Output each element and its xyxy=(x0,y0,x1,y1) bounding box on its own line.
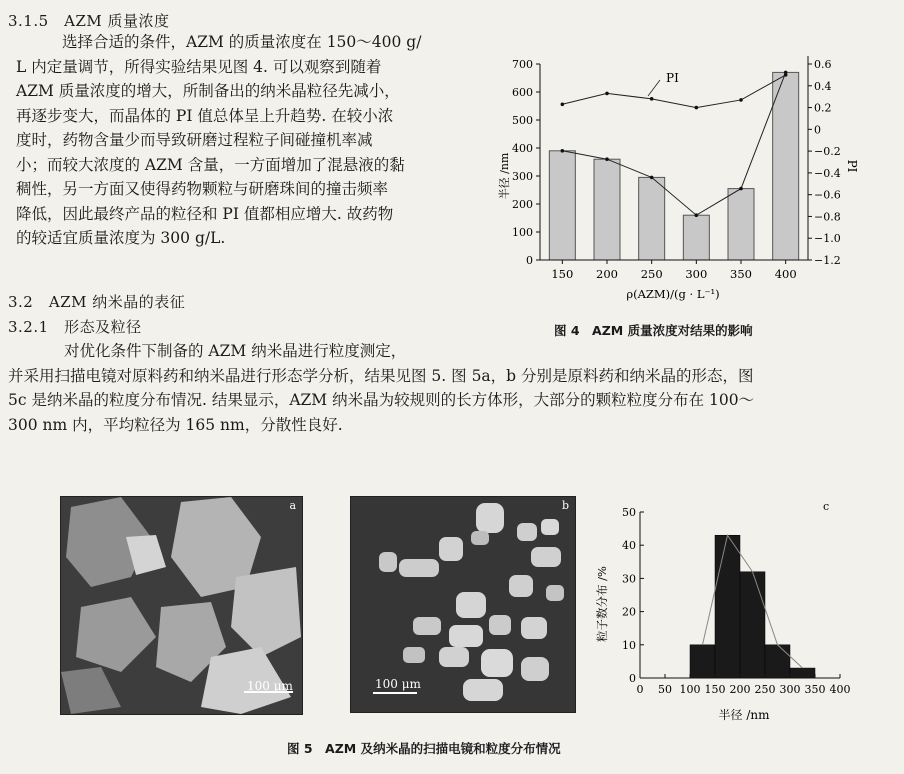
histogram-bar xyxy=(715,535,740,678)
x-axis-label: ρ(AZM)/(g · L⁻¹) xyxy=(626,287,720,301)
paragraph-morphology-line: 5c 是纳米晶的粒度分布情况. 结果显示，AZM 纳米晶为较规则的长方体形，大部分的颗粒粒度分布在 100～ xyxy=(8,391,755,409)
paragraph-morphology xyxy=(8,339,898,449)
paragraph-azm-concentration-line: AZM 质量浓度的增大，所制备出的纳米晶粒径先减小， xyxy=(16,82,400,100)
panel-letter-a: a xyxy=(289,499,296,512)
y-tick-label: 200 xyxy=(512,198,533,211)
section-heading-3-2: 3.2 AZM 纳米晶的表征 xyxy=(8,293,186,311)
histogram-bar xyxy=(790,668,815,678)
paragraph-azm-concentration-line: 再逐步变大，而晶体的 PI 值总体呈上升趋势. 在较小浓 xyxy=(16,106,394,125)
y-right-tick-label: −0.6 xyxy=(814,188,841,202)
histogram-x-tick-label: 200 xyxy=(729,683,751,696)
histogram-y-tick-label: 20 xyxy=(622,605,636,619)
paragraph-azm-concentration-line: 降低，因此最终产品的粒径和 PI 值都相应增大. 故药物 xyxy=(16,204,394,223)
scale-bar-label-a: 100 μm xyxy=(247,679,293,693)
histogram-x-tick-label: 150 xyxy=(704,683,726,696)
x-tick-label: 350 xyxy=(730,267,752,281)
radius-point xyxy=(650,176,654,180)
section-heading-3-2-1: 3.2.1 形态及粒径 xyxy=(8,318,142,336)
histogram-y-tick-label: 30 xyxy=(622,572,636,586)
pi-point xyxy=(605,92,609,96)
histogram-x-label: 半径 /nm xyxy=(718,708,770,722)
histogram-x-tick-label: 350 xyxy=(804,683,826,696)
y-axis-label-left: 半径 /nm xyxy=(498,152,511,200)
paragraph-morphology-line: 对优化条件下制备的 AZM 纳米晶进行粒度测定， xyxy=(64,342,407,360)
histogram-y-tick-label: 40 xyxy=(622,539,636,553)
y-tick-label: 300 xyxy=(512,170,533,183)
y-right-tick-label: −0.8 xyxy=(814,210,841,224)
y-tick-label: 600 xyxy=(512,86,533,99)
histogram-y-tick-label: 50 xyxy=(622,506,636,519)
radius-point xyxy=(695,213,699,217)
paragraph-morphology-line: 并采用扫描电镜对原料药和纳米晶进行形态学分析，结果见图 5. 图 5a，b 分别是原料药和纳米晶的形态，图 xyxy=(8,366,754,385)
y-tick-label: 700 xyxy=(512,58,533,71)
histogram-bar xyxy=(690,645,715,678)
section-heading-3-1-5: 3.1.5 AZM 质量浓度 xyxy=(8,12,170,30)
y-right-tick-label: −0.4 xyxy=(814,166,841,180)
pi-point xyxy=(650,97,654,101)
pi-point xyxy=(695,106,699,110)
histogram-x-tick-label: 250 xyxy=(754,683,776,696)
x-tick-label: 300 xyxy=(685,267,708,281)
histogram-x-tick-label: 0 xyxy=(636,683,644,696)
pi-point xyxy=(784,73,788,77)
panel-letter-c: c xyxy=(823,500,830,513)
histogram-y-tick-label: 0 xyxy=(629,672,636,685)
histogram-x-tick-label: 50 xyxy=(658,683,672,696)
radius-point xyxy=(605,157,609,161)
panel-letter-b: b xyxy=(561,499,569,512)
bar xyxy=(639,177,665,260)
y-tick-label: 400 xyxy=(512,142,533,155)
histogram-x-tick-label: 300 xyxy=(779,683,801,696)
y-right-tick-label: −1.0 xyxy=(814,232,841,246)
y-axis-label-right: PI xyxy=(845,159,859,173)
paragraph-azm-concentration-line: 稠性，另一方面又使得药物颗粒与研磨珠间的撞击频率 xyxy=(16,180,389,198)
bar xyxy=(549,151,575,260)
paragraph-azm-concentration-line: 度时，药物含量少而导致研磨过程粒子间碰撞机率减 xyxy=(16,131,373,149)
histogram-y-tick-label: 10 xyxy=(622,638,636,652)
histogram-x-tick-label: 400 xyxy=(829,683,851,696)
figure-4-chart xyxy=(488,36,868,306)
histogram-bar xyxy=(740,572,765,678)
pi-series-label: PI xyxy=(666,71,679,85)
y-tick-label: 100 xyxy=(512,226,533,239)
paragraph-azm-concentration-line: 的较适宜质量浓度为 300 g/L. xyxy=(16,229,226,247)
y-tick-label: 500 xyxy=(512,114,533,127)
sem-image-raw-drug xyxy=(60,496,303,715)
figure-5-caption: 图 5 AZM 及纳米晶的扫描电镜和粒度分布情况 xyxy=(287,741,561,756)
y-right-tick-label: 0 xyxy=(814,123,821,137)
y-right-tick-label: −0.2 xyxy=(814,145,841,159)
sem-image-nanocrystals xyxy=(350,496,576,713)
y-tick-label: 0 xyxy=(526,254,533,267)
y-right-tick-label: −1.2 xyxy=(814,254,841,267)
paragraph-azm-concentration-line: L 内定量调节，所得实验结果见图 4. 可以观察到随着 xyxy=(16,57,382,76)
y-right-tick-label: 0.2 xyxy=(814,101,832,115)
paragraph-azm-concentration-line: 小；而较大浓度的 AZM 含量，一方面增加了混悬液的黏 xyxy=(16,155,405,174)
paragraph-azm-concentration-line: 选择合适的条件，AZM 的质量浓度在 150～400 g/ xyxy=(62,33,422,51)
x-tick-label: 150 xyxy=(551,267,574,281)
x-tick-label: 200 xyxy=(596,267,618,281)
figure-5c-histogram xyxy=(592,498,854,724)
bar xyxy=(594,159,620,260)
histogram-y-label: 粒子数分布 /% xyxy=(595,566,609,642)
pi-point xyxy=(561,102,565,106)
paragraph-morphology-line: 300 nm 内，平均粒径为 165 nm，分散性良好. xyxy=(8,415,343,434)
radius-point xyxy=(561,149,565,153)
y-right-tick-label: 0.6 xyxy=(814,58,832,71)
x-tick-label: 400 xyxy=(774,267,797,281)
figure-4-caption: 图 4 AZM 质量浓度对结果的影响 xyxy=(554,323,753,338)
histogram-bar xyxy=(765,645,790,678)
y-right-tick-label: 0.4 xyxy=(814,79,832,93)
pi-pointer xyxy=(648,80,660,96)
scale-bar-label-b: 100 μm xyxy=(375,677,421,691)
histogram-x-tick-label: 100 xyxy=(679,683,701,696)
pi-point xyxy=(739,98,743,102)
radius-point xyxy=(739,187,743,191)
paragraph-azm-concentration xyxy=(16,30,476,260)
x-tick-label: 250 xyxy=(640,267,663,281)
bar xyxy=(773,72,799,260)
bar xyxy=(728,189,754,260)
bar xyxy=(683,215,709,260)
